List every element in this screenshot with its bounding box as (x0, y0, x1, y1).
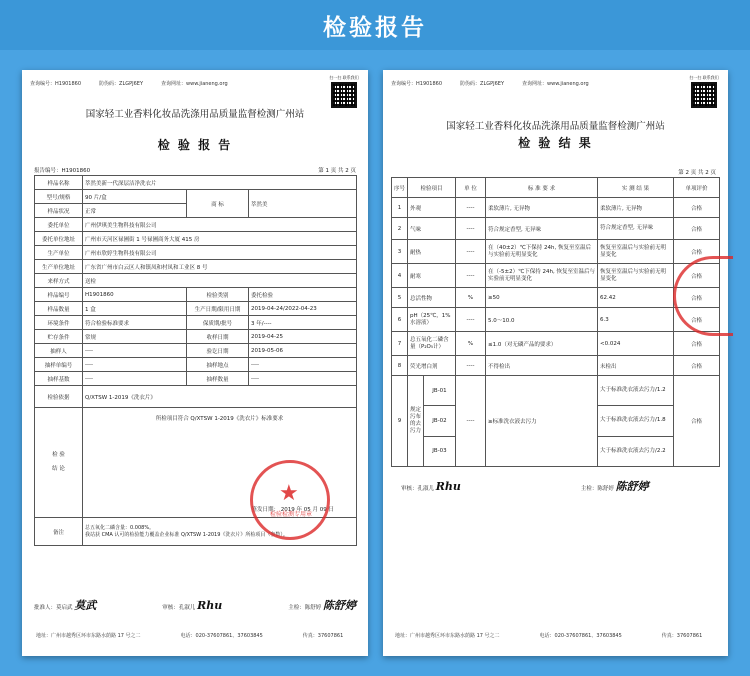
table-row (392, 308, 720, 332)
cell-value: 萃然美新一代深层洁净洗衣片 (83, 176, 357, 190)
cell-value: 广州伊琪美生物科技有限公司 (83, 218, 357, 232)
scan-label: 扫一扫 联系我们 (689, 75, 719, 80)
footer-address: 地址：广州市越秀区环市东路水荫路 17 号之二 (395, 633, 500, 639)
cell-label: 贮存条件 (35, 330, 83, 344)
cell-label: 商 标 (187, 190, 249, 218)
cell-label: 型号/规格 (35, 190, 83, 204)
cell-label: 样品状况 (35, 204, 83, 218)
page-indicator: 第 2 页 共 2 页 (678, 170, 716, 176)
cell-value: 2019-04-24/2022-04-23 (249, 302, 357, 316)
cell: 符合规定香型, 无异味 (598, 218, 674, 240)
cell: ---- (456, 264, 486, 288)
cell: 合格 (674, 288, 720, 308)
cell-label: 抽样地点 (187, 358, 249, 372)
cell: 3 (392, 240, 408, 264)
cell-value: 2019-05-06 (249, 344, 357, 358)
cell: 总活性物 (408, 288, 456, 308)
cell-label: 来样方式 (35, 274, 83, 288)
page-indicator: 第 1 页 共 2 页 (318, 168, 356, 174)
cell-value: 萃然美 (249, 190, 357, 218)
scan-label: 扫一扫 联系我们 (329, 75, 359, 80)
cell-value: H1901860 (83, 288, 187, 302)
editor-label: 主检：陈舒婷 (580, 486, 614, 492)
cell: 2 (392, 218, 408, 240)
table-row (392, 356, 720, 376)
cell-label: 样品名称 (35, 176, 83, 190)
table-row (35, 330, 357, 344)
cell: pH（25℃，1% 水溶液） (408, 308, 456, 332)
star-icon: ★ (279, 481, 299, 506)
cell: ≥标准洗衣液去污力 (486, 376, 598, 467)
cell-label: 收样日期 (187, 330, 249, 344)
cell: 合格 (674, 198, 720, 218)
cell: ---- (456, 218, 486, 240)
cell-label: 抽样单编号 (35, 358, 83, 372)
swatch-code: JB-01 (424, 376, 455, 406)
remark-label: 备注 (35, 518, 83, 546)
table-row (392, 218, 720, 240)
cell-value: 正常 (83, 204, 187, 218)
cell-label: 检验依据 (35, 386, 83, 408)
cell-value: 广州市天河区禄圃街 1 号禄圃商务大厦 415 房 (83, 232, 357, 246)
cell: 大于标准洗衣液去污力/1.8 (598, 406, 674, 436)
footer-phone: 电话：020-37607861、37603845 (539, 633, 622, 639)
editor-label: 主检：陈舒婷 (288, 605, 322, 611)
cell: 气味 (408, 218, 456, 240)
cell-value: ---- (83, 358, 187, 372)
cell: 柔软薄片, 无异物 (486, 198, 598, 218)
qr-code (328, 75, 360, 109)
cell-value: 符合检验标准要求 (83, 316, 187, 330)
table-row (35, 274, 357, 288)
cell-value: 委托检验 (249, 288, 357, 302)
cell-value: ---- (249, 358, 357, 372)
cell: 5.0～10.0 (486, 308, 598, 332)
cell-value: 广州市欣婷生物科技有限公司 (83, 246, 357, 260)
org-name: 国家轻工业香料化妆品洗涤用品质量监督检测广州站 (85, 109, 305, 120)
cell-label: 生产日期/限用日期 (187, 302, 249, 316)
issue-date: 签发日期： 2019 年 05 月 09 日 (251, 507, 335, 513)
cell-label: 生产单位 (35, 246, 83, 260)
cell-value: 广东省广州市白云区人和镇凤和村凤和工业区 8 号 (83, 260, 357, 274)
column-header: 标 准 要 求 (486, 178, 598, 198)
approver-signature: 莫武 (74, 599, 97, 612)
cell: 8 (392, 356, 408, 376)
cell: % (456, 288, 486, 308)
cell: 耐热 (408, 240, 456, 264)
cell: 恢复至室温后与实验前无明显变化 (598, 240, 674, 264)
cell: 6.3 (598, 308, 674, 332)
cell: 6 (392, 308, 408, 332)
qr-code (688, 75, 720, 109)
footer-fax: 传真：37607861 (661, 633, 703, 639)
cell-value: 送检 (83, 274, 357, 288)
sheet-header (30, 80, 360, 87)
table-row (35, 386, 357, 408)
cell: 恢复至室温后与实验前无明显变化 (598, 264, 674, 288)
cell-value: 常规 (83, 330, 187, 344)
cell: ---- (456, 198, 486, 218)
table-row (392, 376, 720, 406)
cell: 大于标准洗衣液去污力/2.2 (598, 436, 674, 466)
signature-line (401, 478, 649, 494)
table-row (35, 246, 357, 260)
table-row (392, 198, 720, 218)
editor-signature: 陈舒婷 (615, 480, 649, 493)
column-header: 单 位 (456, 178, 486, 198)
cell: 合格 (674, 376, 720, 467)
reviewer (401, 480, 461, 493)
cell-label: 抽样数量 (187, 372, 249, 386)
table-row (392, 288, 720, 308)
cell: ---- (456, 376, 486, 467)
approver-label: 批准人：莫启武 (34, 605, 73, 611)
conclusion-text: 所检项目符合 Q/XTSW 1-2019《洗衣片》标准要求 (155, 416, 284, 422)
banner-title: 检验报告 (323, 14, 427, 41)
reviewer-label: 审核：孔淑儿 (162, 604, 196, 611)
report-number: 报告编号：H1901860 (34, 168, 91, 174)
cell: 在（-5±2）℃下保持 24h, 恢复至室温后与实验前无明显变化 (486, 264, 598, 288)
cell: 合格 (674, 264, 720, 288)
table-row (35, 344, 357, 358)
official-stamp (250, 460, 330, 540)
reviewer-label: 审核：孔淑儿 (401, 485, 435, 492)
column-header: 单项评价 (674, 178, 720, 198)
table-row (35, 288, 357, 302)
cell-label: 样品数量 (35, 302, 83, 316)
footer-fax: 传真：37607861 (302, 633, 344, 639)
cell-label: 样品编号 (35, 288, 83, 302)
reviewer-signature: Rhu (435, 479, 461, 493)
cell (408, 376, 456, 467)
sheet-footer (36, 632, 343, 639)
cell: 符合规定香型, 无异味 (486, 218, 598, 240)
cell: 合格 (674, 356, 720, 376)
cell: 大于标准洗衣液去污力/1.2 (598, 376, 674, 406)
remark-line-2: 我站获 CMA 认可的检验能力覆盖企业标准 Q/XTSW 1-2019《洗衣片》所检项目（参数）。 (85, 531, 288, 538)
report-title: 检 验 报 告 (157, 138, 233, 152)
table-row (35, 372, 357, 386)
qr-code-icon (691, 82, 717, 108)
approver (34, 597, 96, 613)
cell-value: ---- (249, 372, 357, 386)
table-row (392, 240, 720, 264)
swatch-code: JB-02 (424, 406, 455, 436)
cell-label: 委托单位地址 (35, 232, 83, 246)
query-site: 查询网址：www.jianeng.org (161, 81, 228, 87)
cell-label: 抽样基数 (35, 372, 83, 386)
cell: ---- (456, 308, 486, 332)
cell: 外观 (408, 198, 456, 218)
cell: ---- (456, 356, 486, 376)
footer-phone: 电话：020-37607861、37603845 (180, 633, 263, 639)
cell-label: 抽样人 (35, 344, 83, 358)
cell-value: 90 片/盒 (83, 190, 187, 204)
cell: 未检出 (598, 356, 674, 376)
table-row (35, 190, 357, 204)
swatch-code: JB-03 (432, 448, 447, 455)
cell: 1 (392, 198, 408, 218)
cell: 合格 (674, 240, 720, 264)
cell-value: Q/XTSW 1-2019《洗衣片》 (83, 386, 357, 408)
cell: 9 (392, 376, 408, 467)
cell-value: 3 年/---- (249, 316, 357, 330)
cell: ≤1.0（对无磷产品的要求） (486, 332, 598, 356)
cell: 62.42 (598, 288, 674, 308)
reviewer (162, 599, 222, 612)
cell-label: 委托单位 (35, 218, 83, 232)
table-row (392, 332, 720, 356)
stamp-text: 检验检测专用章 (269, 511, 312, 518)
table-row (35, 260, 357, 274)
row9-item-label: 规定污布的去污力 (408, 376, 424, 466)
cell-value: 1 盒 (83, 302, 187, 316)
cell: % (456, 332, 486, 356)
table-row (35, 176, 357, 190)
cell-value: 2019-04-25 (249, 330, 357, 344)
cell: 合格 (674, 218, 720, 240)
cell: 合格 (674, 308, 720, 332)
table-row (35, 302, 357, 316)
query-site: 查询网址：www.jianeng.org (522, 81, 589, 87)
cell: 合格 (674, 332, 720, 356)
qr-code-icon (331, 82, 357, 108)
cell: 不得检出 (486, 356, 598, 376)
cell: 总五氧化二磷含量（P₂O₅计） (408, 332, 456, 356)
table-row (35, 316, 357, 330)
report-sheet-1 (22, 70, 368, 656)
cell-value: ---- (83, 344, 187, 358)
cell: 在（40±2）℃下保持 24h, 恢复至室温后与实验前无明显变化 (486, 240, 598, 264)
cell: 5 (392, 288, 408, 308)
cell: 荧光增白剂 (408, 356, 456, 376)
cell: 4 (392, 264, 408, 288)
cell: 7 (392, 332, 408, 356)
editor-signature: 陈舒婷 (323, 599, 356, 612)
table-row (392, 264, 720, 288)
signature-line (34, 597, 356, 613)
remark-line-1: 总五氧化二磷含量：0.008%。 (85, 524, 155, 531)
cell: ≥50 (486, 288, 598, 308)
cell: 耐寒 (408, 264, 456, 288)
query-number: 查询编号：H1901860 (391, 81, 443, 87)
table-row (35, 232, 357, 246)
editor (288, 597, 356, 613)
banner (0, 0, 750, 50)
cell: <0.024 (598, 332, 674, 356)
query-number: 查询编号：H1901860 (30, 81, 82, 87)
report-sheet-2 (383, 70, 728, 656)
sheet-footer (395, 632, 702, 639)
cell-label: 检验类别 (187, 288, 249, 302)
anti-fake-code: 防伪码：ZLGPJ6EY (460, 81, 505, 87)
sheet-header (391, 80, 720, 87)
results-title: 检 验 结 果 (518, 136, 593, 150)
cell-label: 环境条件 (35, 316, 83, 330)
cell: ---- (456, 240, 486, 264)
column-header: 序号 (392, 178, 408, 198)
table-header-row (392, 178, 720, 198)
results-table (391, 177, 720, 467)
footer-address: 地址：广州市越秀区环市东路水荫路 17 号之二 (36, 633, 141, 639)
reviewer-signature: Rhu (197, 598, 223, 612)
cell-label: 保质期/批号 (187, 316, 249, 330)
column-header: 实 测 结 果 (598, 178, 674, 198)
cell: 柔软薄片, 无异物 (598, 198, 674, 218)
table-row (35, 218, 357, 232)
cell-value: ---- (83, 372, 187, 386)
anti-fake-code: 防伪码：ZLGPJ6EY (99, 81, 144, 87)
cell-label: 验讫日期 (187, 344, 249, 358)
conclusion-label: 检 验 结 论 (35, 408, 83, 518)
org-name: 国家轻工业香料化妆品洗涤用品质量监督检测广州站 (446, 121, 665, 132)
table-row (35, 358, 357, 372)
cell-label: 生产单位地址 (35, 260, 83, 274)
column-header: 检验项目 (408, 178, 456, 198)
editor (581, 478, 649, 494)
